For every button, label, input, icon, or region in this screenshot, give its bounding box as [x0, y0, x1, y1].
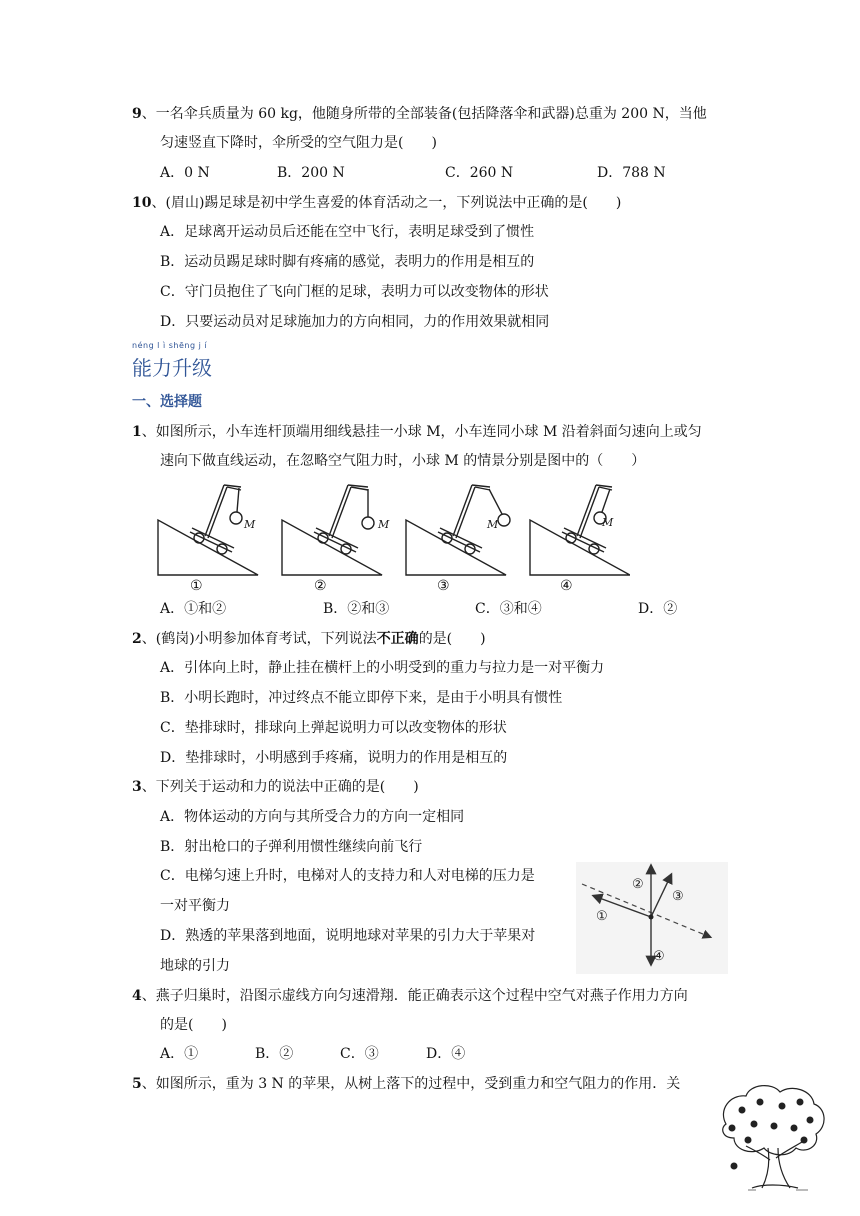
- p4-option-a: A．①: [160, 1046, 199, 1062]
- force-label-4: ④: [653, 949, 665, 964]
- question-number: 1: [132, 424, 142, 440]
- q9-option-c: C．260 N: [445, 165, 514, 181]
- figure-1: [158, 485, 258, 575]
- force-arrows-figure: [576, 862, 728, 974]
- p3-option-d: D．熟透的苹果落到地面，说明地球对苹果的引力大于苹果对: [160, 928, 536, 944]
- p4-option-d: D．④: [426, 1046, 466, 1062]
- question-text: 、一名伞兵质量为 60 kg，他随身所带的全部装备(包括降落伞和武器)总重为 200 N，当他: [141, 106, 707, 122]
- ball-label: M: [244, 518, 256, 531]
- p3-option-c: C．电梯匀速上升时，电梯对人的支持力和人对电梯的压力是: [160, 868, 535, 884]
- figure-label-1: ①: [190, 578, 203, 594]
- problem-4-line2: 的是( ): [160, 1017, 227, 1033]
- question-text: 、(眉山)踢足球是初中学生喜爱的体育活动之一，下列说法中正确的是( ): [151, 195, 622, 211]
- q10-option-c: C．守门员抱住了飞向门框的足球，表明力可以改变物体的形状: [160, 284, 549, 300]
- question-number: 10: [132, 195, 152, 211]
- p2-option-b: B．小明长跑时，冲过终点不能立即停下来，是由于小明具有惯性: [160, 690, 563, 706]
- question-text: 、如图所示，小车连杆顶端用细线悬挂一小球 M，小车连同小球 M 沿着斜面匀速向上或匀: [141, 424, 702, 440]
- question-9-line2: 匀速竖直下降时，伞所受的空气阻力是( ): [160, 135, 437, 151]
- figure-label-2: ②: [314, 578, 327, 594]
- problem-4: [132, 986, 688, 1006]
- question-number: 5: [132, 1076, 142, 1092]
- question-number: 9: [132, 106, 142, 122]
- p3-option-d-cont: 地球的引力: [160, 958, 230, 974]
- apple-tree-icon: [712, 1080, 830, 1198]
- force-label-1: ①: [596, 909, 608, 924]
- question-text-end: 的是( ): [418, 631, 486, 647]
- p2-option-c: C．垫排球时，排球向上弹起说明力可以改变物体的形状: [160, 720, 507, 736]
- p1-option-d: D．②: [638, 601, 678, 617]
- question-10: [132, 193, 621, 213]
- q10-option-b: B．运动员踢足球时脚有疼痛的感觉，表明力的作用是相互的: [160, 254, 535, 270]
- p1-option-a: A．①和②: [160, 601, 227, 617]
- q10-option-d: D．只要运动员对足球施加力的方向相同，力的作用效果就相同: [160, 314, 550, 330]
- p2-option-a: A．引体向上时，静止挂在横杆上的小明受到的重力与拉力是一对平衡力: [160, 660, 605, 676]
- p3-option-c-cont: 一对平衡力: [160, 898, 230, 914]
- problem-1-line2: 速向下做直线运动，在忽略空气阻力时，小球 M 的情景分别是图中的（ ）: [160, 453, 646, 469]
- figure-2: [282, 485, 382, 575]
- question-number: 2: [132, 631, 142, 647]
- p2-option-d: D．垫排球时，小明感到手疼痛，说明力的作用是相互的: [160, 750, 508, 766]
- p4-option-b: B．②: [255, 1046, 294, 1062]
- question-text: 、下列关于运动和力的说法中正确的是( ): [141, 779, 419, 795]
- figure-label-3: ③: [437, 578, 450, 594]
- problem-5: [132, 1074, 680, 1094]
- ball-label: M: [378, 518, 390, 531]
- section-pinyin: néng l ì shēng j í: [132, 341, 208, 350]
- p3-option-a: A．物体运动的方向与其所受合力的方向一定相同: [160, 809, 465, 825]
- incline-cart-figure: [150, 472, 630, 598]
- emphasis-text: 不正确: [376, 631, 419, 647]
- figure-4: [530, 485, 630, 575]
- question-number: 4: [132, 988, 142, 1004]
- p3-option-b: B．射出枪口的子弹利用惯性继续向前飞行: [160, 839, 423, 855]
- q9-option-d: D．788 N: [597, 165, 666, 181]
- force-label-3: ③: [672, 889, 684, 904]
- question-text: 、燕子归巢时，沿图示虚线方向匀速滑翔．能正确表示这个过程中空气对燕子作用力方向: [141, 988, 688, 1004]
- p4-option-c: C．③: [340, 1046, 379, 1062]
- q9-option-b: B．200 N: [277, 165, 345, 181]
- problem-1: [132, 422, 702, 442]
- ball-label: M: [487, 518, 499, 531]
- section-title: 能力升级: [132, 356, 212, 380]
- p1-option-c: C．③和④: [475, 601, 542, 617]
- problem-3: [132, 777, 419, 797]
- p1-option-b: B．②和③: [323, 601, 390, 617]
- problem-2: [132, 629, 486, 649]
- force-label-2: ②: [632, 877, 644, 892]
- section-subtitle: 一、选择题: [132, 394, 202, 410]
- q9-option-a: A．0 N: [160, 165, 210, 181]
- question-text: 、如图所示，重为 3 N 的苹果，从树上落下的过程中，受到重力和空气阻力的作用．关: [141, 1076, 681, 1092]
- question-number: 3: [132, 779, 142, 795]
- ball-label: M: [602, 516, 614, 529]
- question-text: 、(鹤岗)小明参加体育考试，下列说法: [141, 631, 377, 647]
- q10-option-a: A．足球离开运动员后还能在空中飞行，表明足球受到了惯性: [160, 224, 535, 240]
- figure-label-4: ④: [560, 578, 573, 594]
- question-9: [132, 104, 707, 124]
